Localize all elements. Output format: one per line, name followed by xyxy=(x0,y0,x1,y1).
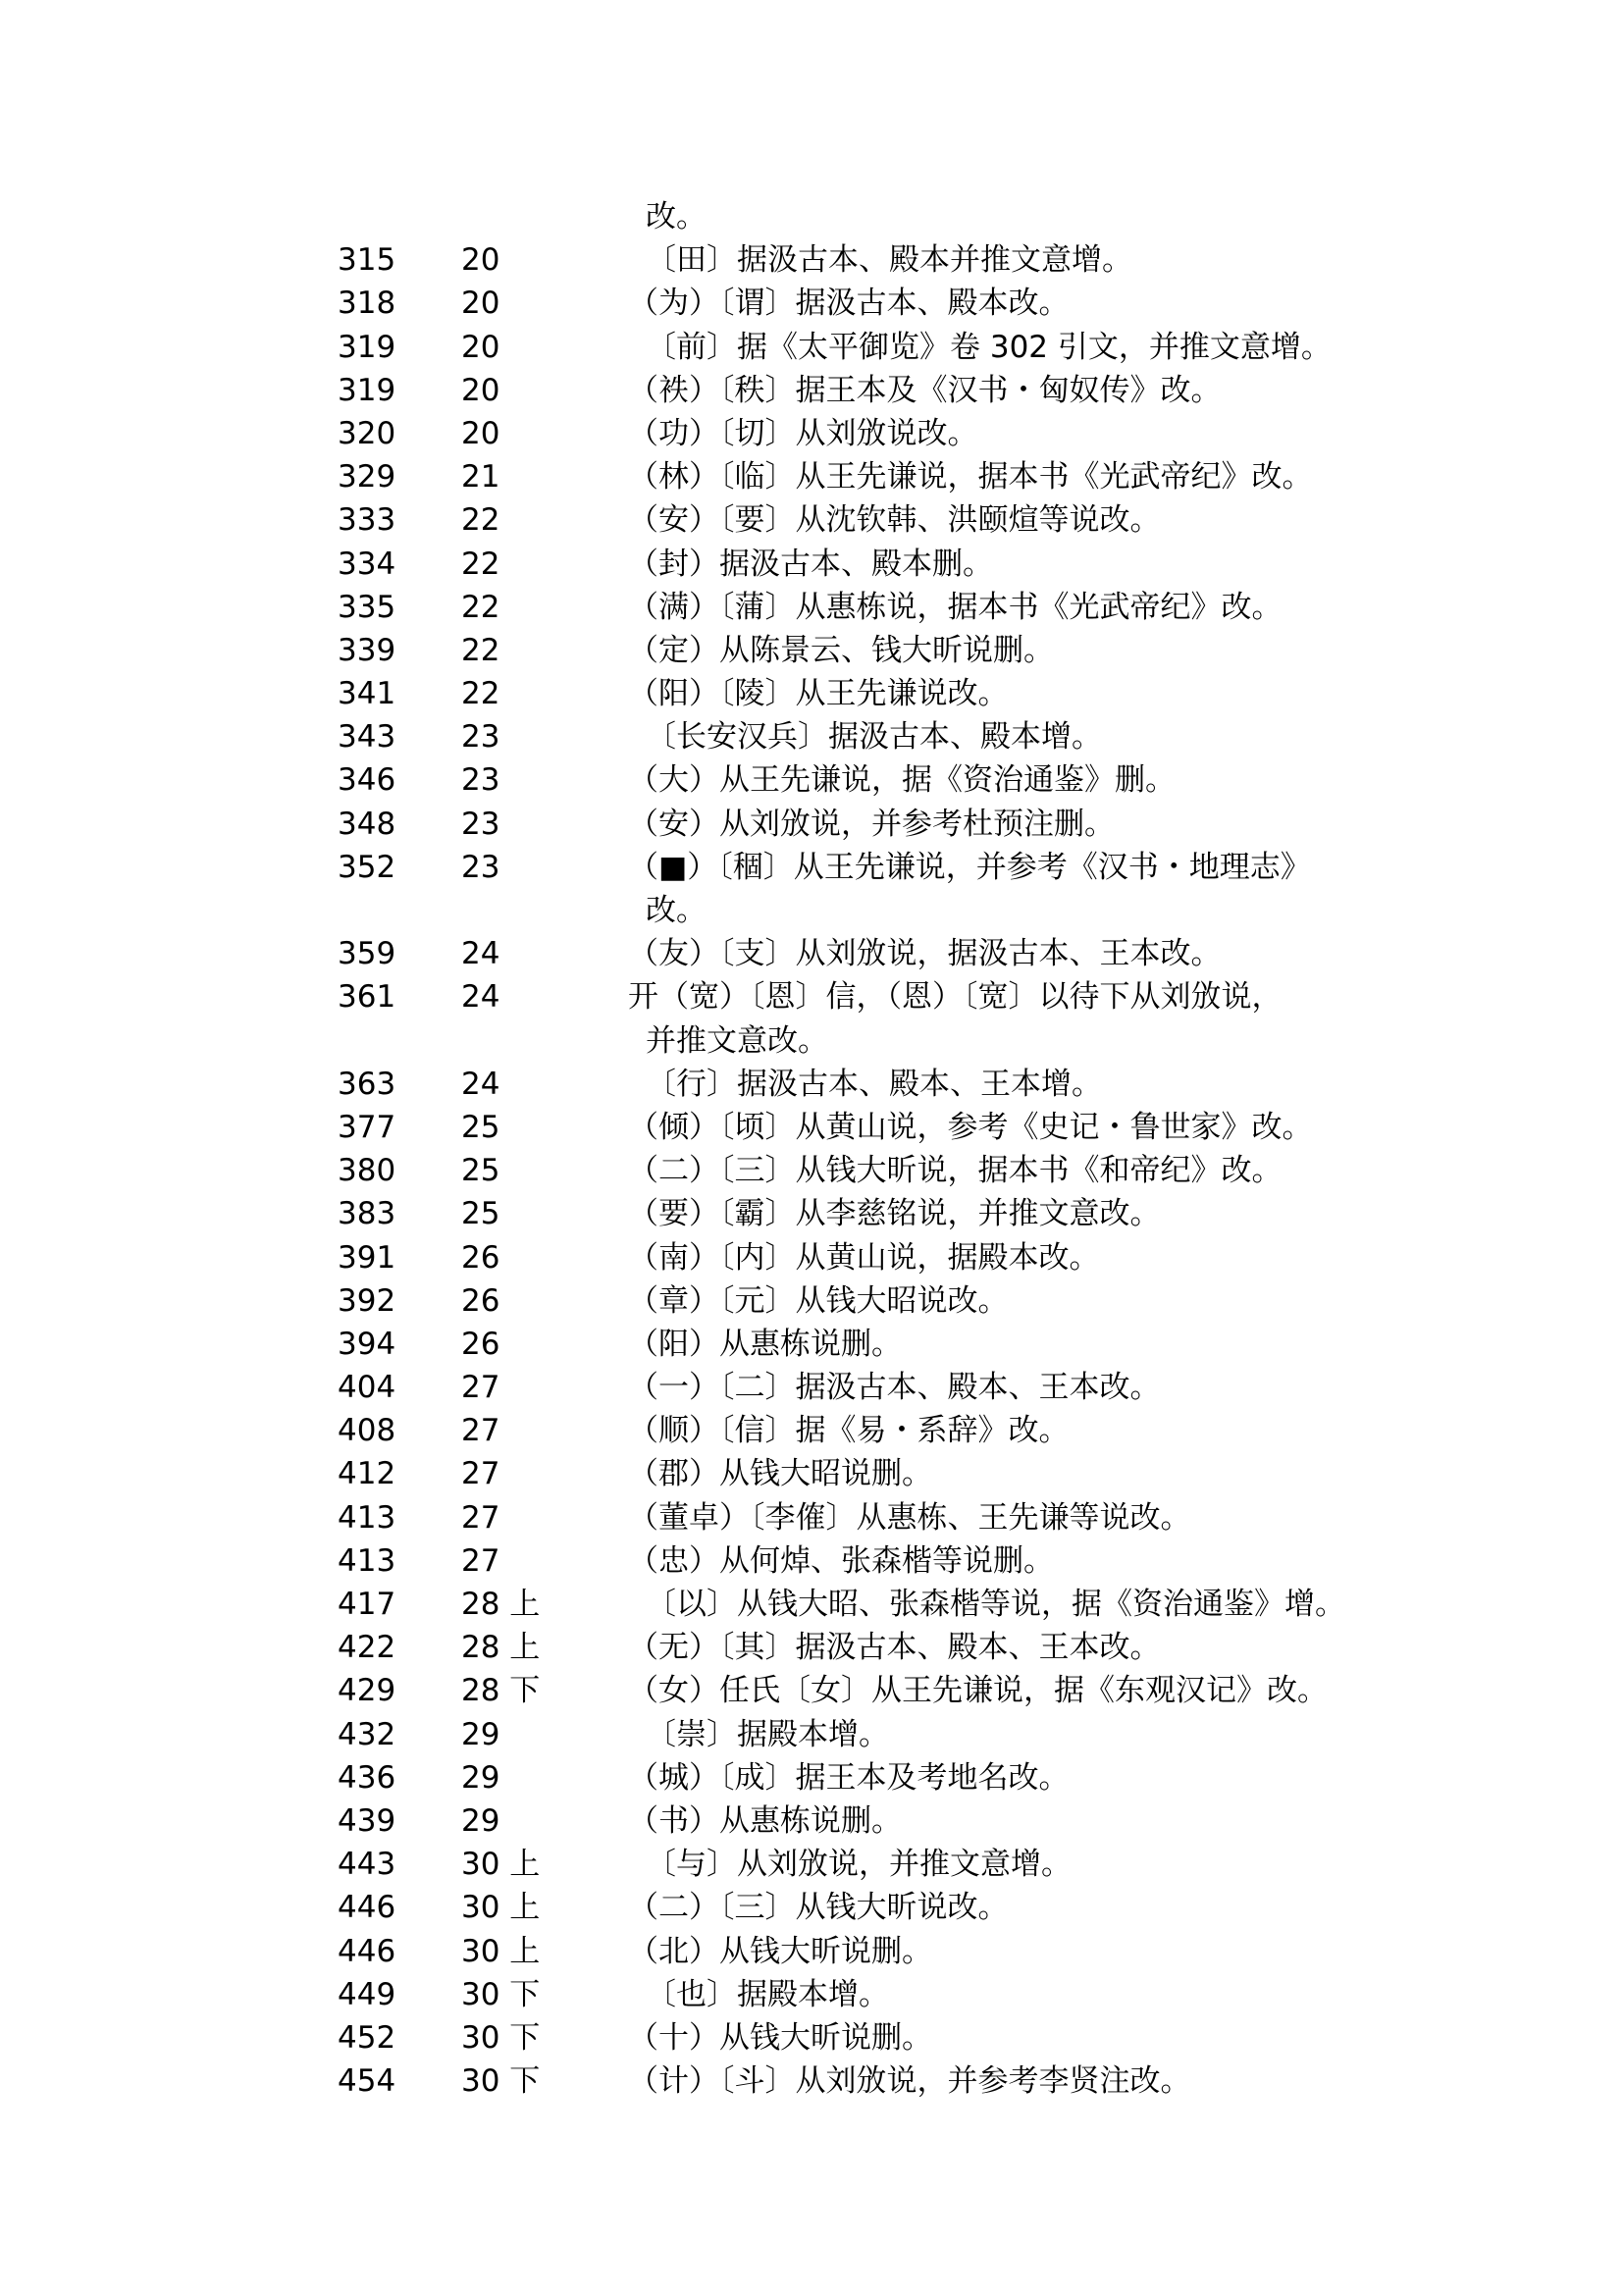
note-text: （满）〔蒲〕从惠栋说，据本书《光武帝纪》改。 xyxy=(628,589,1283,625)
page-number: 339 xyxy=(338,632,396,668)
note-row xyxy=(0,1799,1624,1843)
juan-number: 26 xyxy=(461,1326,500,1362)
note-text: （倾）〔顷〕从黄山说，参考《史记・鲁世家》改。 xyxy=(628,1109,1313,1145)
page-number: 439 xyxy=(338,1802,396,1839)
note-text: （书）从惠栋说删。 xyxy=(628,1802,902,1839)
page-number: 443 xyxy=(338,1847,396,1883)
note-text: （北）从钱大昕说删。 xyxy=(628,1933,932,1969)
note-text: 并推文意改。 xyxy=(646,1022,828,1059)
note-text: 改。 xyxy=(646,199,707,235)
note-row xyxy=(0,238,1624,282)
page-number: 383 xyxy=(338,1196,396,1232)
juan-number: 29 xyxy=(461,1802,500,1839)
page-number: 315 xyxy=(338,242,396,279)
juan-number: 26 xyxy=(461,1282,500,1319)
note-row xyxy=(0,1106,1624,1149)
note-text: （董卓）〔李傕〕从惠栋、王先谦等说改。 xyxy=(628,1499,1191,1536)
page-number: 413 xyxy=(338,1499,396,1536)
note-row xyxy=(0,975,1624,1018)
note-text: （章）〔元〕从钱大昭说改。 xyxy=(628,1282,1009,1319)
page-number: 436 xyxy=(338,1759,396,1796)
note-text: 〔田〕据汲古本、殿本并推文意增。 xyxy=(646,242,1132,279)
note-row xyxy=(0,629,1624,672)
note-text: （要）〔霸〕从李慈铭说，并推文意改。 xyxy=(628,1196,1161,1232)
juan-number: 20 xyxy=(461,329,500,365)
note-text: 〔也〕据殿本增。 xyxy=(646,1976,889,2012)
note-row xyxy=(0,932,1624,975)
juan-number: 21 xyxy=(461,459,500,495)
note-row xyxy=(0,1713,1624,1756)
page-number: 446 xyxy=(338,1933,396,1969)
juan-number: 22 xyxy=(461,546,500,582)
note-text: 〔前〕据《太平御览》卷 302 引文，并推文意增。 xyxy=(646,329,1332,365)
note-row xyxy=(0,1669,1624,1712)
juan-number: 23 xyxy=(461,762,500,799)
page-number: 404 xyxy=(338,1370,396,1406)
note-row xyxy=(0,586,1624,629)
note-text: 〔以〕从钱大昭、张森楷等说，据《资治通鉴》增。 xyxy=(646,1587,1345,1622)
page-number: 446 xyxy=(338,1890,396,1926)
page-number: 343 xyxy=(338,719,396,756)
note-row xyxy=(0,1756,1624,1799)
page-number: 335 xyxy=(338,589,396,625)
juan-number: 22 xyxy=(461,502,500,539)
note-row xyxy=(0,455,1624,498)
note-row xyxy=(0,1496,1624,1539)
note-text: （为）〔谓〕据汲古本、殿本改。 xyxy=(628,286,1070,322)
page-number: 318 xyxy=(338,286,396,322)
juan-number: 20 xyxy=(461,286,500,322)
juan-number: 20 xyxy=(461,372,500,408)
juan-number: 28 上 xyxy=(461,1587,541,1622)
juan-number: 25 xyxy=(461,1196,500,1232)
note-text: 〔崇〕据殿本增。 xyxy=(646,1716,889,1752)
note-text: （城）〔成〕据王本及考地名改。 xyxy=(628,1759,1070,1796)
note-text: 〔行〕据汲古本、殿本、王本增。 xyxy=(646,1066,1102,1102)
note-row xyxy=(0,1323,1624,1366)
page-number: 377 xyxy=(338,1109,396,1145)
note-text: （女）任氏〔女〕从王先谦说，据《东观汉记》改。 xyxy=(628,1673,1328,1709)
note-text: （二）〔三〕从钱大昕说改。 xyxy=(628,1890,1009,1926)
juan-number: 30 下 xyxy=(461,2019,541,2056)
note-row xyxy=(0,1626,1624,1669)
note-text: （安）〔要〕从沈钦韩、洪颐煊等说改。 xyxy=(628,502,1161,539)
note-row xyxy=(0,715,1624,758)
note-text: （顺）〔信〕据《易・系辞》改。 xyxy=(628,1413,1070,1449)
juan-number: 23 xyxy=(461,806,500,842)
note-row xyxy=(0,498,1624,542)
note-text: （无）〔其〕据汲古本、殿本、王本改。 xyxy=(628,1630,1161,1666)
note-row xyxy=(0,1063,1624,1106)
note-continuation xyxy=(0,195,1624,238)
note-row xyxy=(0,282,1624,325)
juan-number: 27 xyxy=(461,1456,500,1492)
note-text: （安）从刘攽说，并参考杜预注删。 xyxy=(628,806,1115,842)
juan-number: 27 xyxy=(461,1499,500,1536)
page-number: 319 xyxy=(338,372,396,408)
page-number: 333 xyxy=(338,502,396,539)
juan-number: 24 xyxy=(461,936,500,972)
note-row xyxy=(0,369,1624,412)
note-text: （林）〔临〕从王先谦说，据本书《光武帝纪》改。 xyxy=(628,459,1313,495)
note-row xyxy=(0,1192,1624,1235)
note-row xyxy=(0,1886,1624,1929)
note-text: （郡）从钱大昭说删。 xyxy=(628,1456,932,1492)
note-row xyxy=(0,1843,1624,1886)
page-number: 454 xyxy=(338,2063,396,2100)
note-text: （定）从陈景云、钱大昕说删。 xyxy=(628,632,1054,668)
page-number: 449 xyxy=(338,1976,396,2012)
note-continuation xyxy=(0,1019,1624,1063)
juan-number: 27 xyxy=(461,1542,500,1579)
page-number: 413 xyxy=(338,1542,396,1579)
page-number: 320 xyxy=(338,415,396,451)
page-number: 412 xyxy=(338,1456,396,1492)
juan-number: 27 xyxy=(461,1370,500,1406)
page-number: 408 xyxy=(338,1413,396,1449)
note-row xyxy=(0,1539,1624,1583)
juan-number: 25 xyxy=(461,1153,500,1189)
page-number: 334 xyxy=(338,546,396,582)
page-number: 422 xyxy=(338,1630,396,1666)
note-text: （阳）从惠栋说删。 xyxy=(628,1326,902,1362)
note-row xyxy=(0,672,1624,715)
note-text: 改。 xyxy=(646,893,707,928)
note-text: （忠）从何焯、张森楷等说删。 xyxy=(628,1542,1054,1579)
juan-number: 27 xyxy=(461,1413,500,1449)
page-number: 432 xyxy=(338,1716,396,1752)
page-number: 394 xyxy=(338,1326,396,1362)
juan-number: 20 xyxy=(461,415,500,451)
juan-number: 30 下 xyxy=(461,2063,541,2100)
page-number: 352 xyxy=(338,849,396,885)
note-row xyxy=(0,1973,1624,2016)
juan-number: 28 上 xyxy=(461,1630,541,1666)
page-number: 341 xyxy=(338,676,396,712)
page-number: 348 xyxy=(338,806,396,842)
page-number: 359 xyxy=(338,936,396,972)
page-number: 346 xyxy=(338,762,396,799)
juan-number: 29 xyxy=(461,1759,500,1796)
note-text: （友）〔支〕从刘攽说，据汲古本、王本改。 xyxy=(628,936,1222,972)
note-row xyxy=(0,1583,1624,1626)
note-row xyxy=(0,803,1624,846)
note-text: （大）从王先谦说，据《资治通鉴》删。 xyxy=(628,762,1176,799)
note-text: （二）〔三〕从钱大昕说，据本书《和帝纪》改。 xyxy=(628,1153,1283,1189)
note-row xyxy=(0,543,1624,586)
note-text: （一）〔二〕据汲古本、殿本、王本改。 xyxy=(628,1370,1161,1406)
note-row xyxy=(0,758,1624,802)
note-text: （南）〔内〕从黄山说，据殿本改。 xyxy=(628,1239,1100,1276)
juan-number: 26 xyxy=(461,1239,500,1276)
note-row xyxy=(0,1930,1624,1973)
page-number: 392 xyxy=(338,1282,396,1319)
juan-number: 23 xyxy=(461,849,500,885)
note-text: （袟）〔秩〕据王本及《汉书・匈奴传》改。 xyxy=(628,372,1222,408)
note-row xyxy=(0,846,1624,889)
note-text: （阳）〔陵〕从王先谦说改。 xyxy=(628,676,1009,712)
note-continuation xyxy=(0,889,1624,932)
note-row xyxy=(0,1366,1624,1409)
note-text: （计）〔斗〕从刘攽说，并参考李贤注改。 xyxy=(628,2063,1191,2100)
page-number: 417 xyxy=(338,1587,396,1622)
juan-number: 25 xyxy=(461,1109,500,1145)
note-text: 〔与〕从刘攽说，并推文意增。 xyxy=(646,1847,1072,1883)
note-row xyxy=(0,412,1624,455)
page-number: 329 xyxy=(338,459,396,495)
note-row xyxy=(0,1236,1624,1279)
note-text: （功）〔切〕从刘攽说改。 xyxy=(628,415,978,451)
juan-number: 24 xyxy=(461,979,500,1016)
note-row xyxy=(0,326,1624,369)
juan-number: 30 下 xyxy=(461,1976,541,2012)
page-number: 452 xyxy=(338,2019,396,2056)
page-number: 380 xyxy=(338,1153,396,1189)
note-row xyxy=(0,2016,1624,2059)
note-text: 开（宽）〔恩〕信，（恩）〔宽〕以待下从刘攽说， xyxy=(628,979,1283,1016)
page-number: 319 xyxy=(338,329,396,365)
juan-number: 22 xyxy=(461,632,500,668)
juan-number: 22 xyxy=(461,676,500,712)
collation-notes-list xyxy=(0,195,1624,2103)
note-row xyxy=(0,1409,1624,1452)
juan-number: 24 xyxy=(461,1066,500,1102)
juan-number: 29 xyxy=(461,1716,500,1752)
juan-number: 22 xyxy=(461,589,500,625)
page-number: 363 xyxy=(338,1066,396,1102)
note-row xyxy=(0,1149,1624,1192)
page-number: 429 xyxy=(338,1673,396,1709)
note-row xyxy=(0,1279,1624,1323)
note-row xyxy=(0,2059,1624,2103)
juan-number: 30 上 xyxy=(461,1890,541,1926)
page-number: 361 xyxy=(338,979,396,1016)
juan-number: 30 上 xyxy=(461,1847,541,1883)
note-text: 〔长安汉兵〕据汲古本、殿本增。 xyxy=(646,719,1102,756)
note-text: （■）〔稒〕从王先谦说，并参考《汉书・地理志》 xyxy=(628,849,1311,885)
juan-number: 23 xyxy=(461,719,500,756)
note-text: （十）从钱大昕说删。 xyxy=(628,2019,932,2056)
juan-number: 30 上 xyxy=(461,1933,541,1969)
page-number: 391 xyxy=(338,1239,396,1276)
juan-number: 20 xyxy=(461,242,500,279)
juan-number: 28 下 xyxy=(461,1673,541,1709)
note-row xyxy=(0,1452,1624,1495)
note-text: （封）据汲古本、殿本删。 xyxy=(628,546,993,582)
